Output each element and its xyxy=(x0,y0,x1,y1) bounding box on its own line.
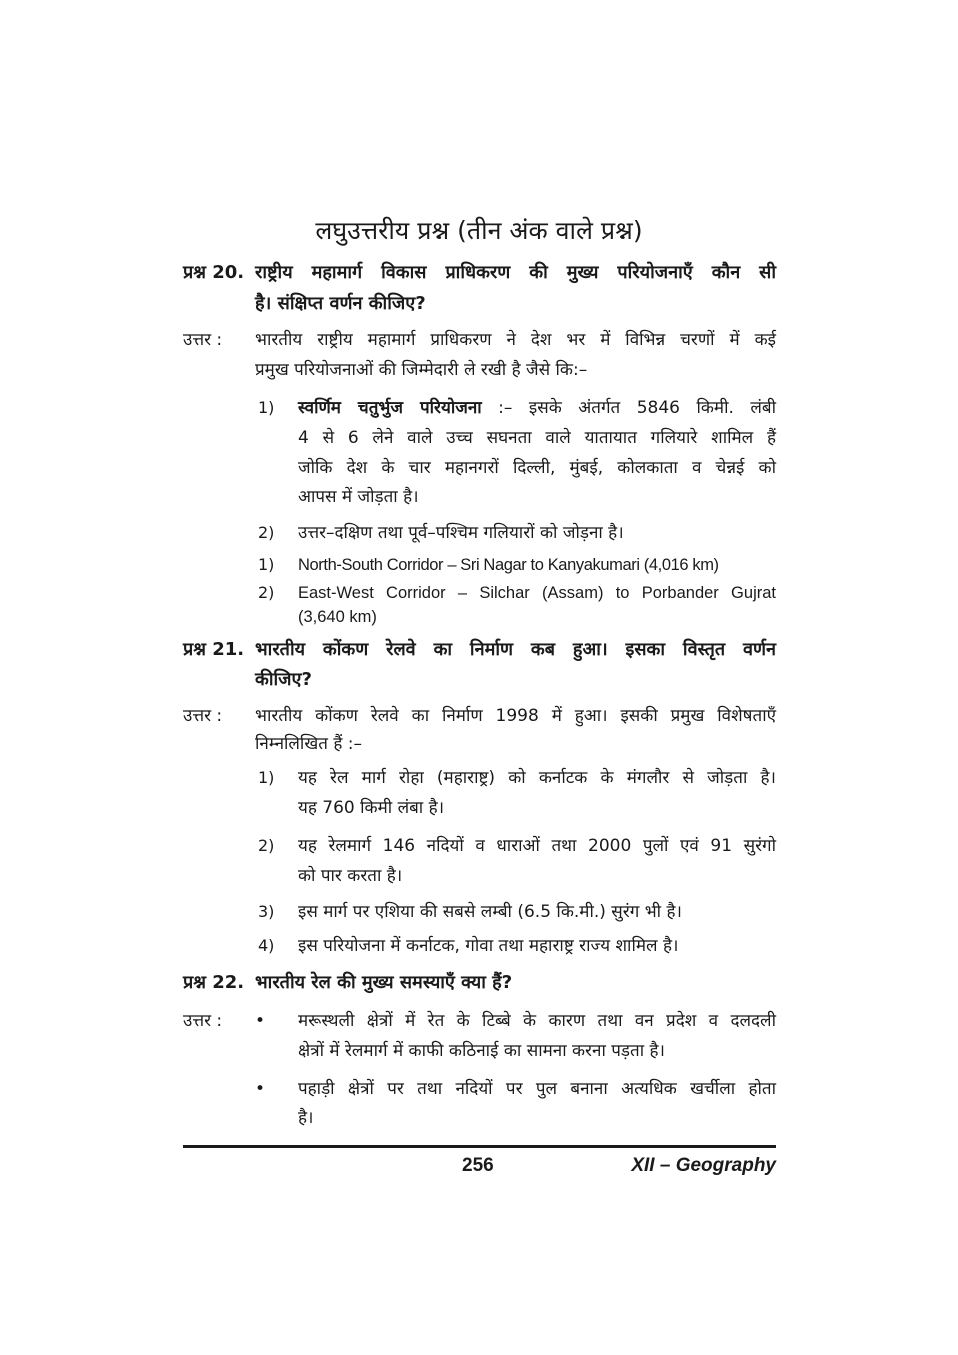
list-item-line: को पार करता है। xyxy=(298,866,403,886)
page-number: 256 xyxy=(462,1155,494,1176)
bullet-line: मरूस्थली क्षेत्रों में रेत के टिब्बे के कारण तथा वन प्रदेश व दलदली xyxy=(298,1011,776,1031)
golden-quadrilateral-title: स्वर्णिम चतुर्भुज परियोजना xyxy=(298,398,482,418)
bullet-line: पहाड़ी क्षेत्रों पर तथा नदियों पर पुल बनाना अत्यधिक खर्चीला होता xyxy=(298,1079,776,1099)
list-number: 4) xyxy=(258,936,275,955)
q22-prefix: प्रश्न 22. xyxy=(183,972,245,993)
list-item-line: यह रेल मार्ग रोहा (महाराष्ट्र) को कर्नाटक के मंगलौर से जोड़ता है। xyxy=(298,768,776,788)
corridor-line: (3,640 km) xyxy=(298,608,377,626)
list-number: 2) xyxy=(258,523,275,542)
corridor-line: North-South Corridor – Sri Nagar to Kanyakumari (4,016 km) xyxy=(298,556,719,574)
list-item-line: जोकि देश के चार महानगरों दिल्ली, मुंबई, कोलकाता व चेन्नई को xyxy=(298,458,776,478)
answer-label: उत्तर : xyxy=(183,1011,223,1031)
list-number: 1) xyxy=(258,768,275,787)
q21-line2: कीजिए? xyxy=(255,669,312,690)
q20-prefix: प्रश्न 20. xyxy=(183,262,245,283)
list-item-line: इस मार्ग पर एशिया की सबसे लम्बी (6.5 कि.मी.) सुरंग भी है। xyxy=(298,902,682,922)
bullet-icon: • xyxy=(255,1079,266,1099)
list-item-line: यह 760 किमी लंबा है। xyxy=(298,798,445,818)
answer-label: उत्तर : xyxy=(183,706,223,726)
q21-answer-line2: निम्नलिखित हैं :– xyxy=(255,734,362,754)
footer-rule xyxy=(183,1145,776,1148)
list-number: 2) xyxy=(258,583,275,602)
q21-answer-line1: भारतीय कोंकण रेलवे का निर्माण 1998 में हुआ। इसकी प्रमुख विशेषताएँ xyxy=(255,706,776,726)
list-item-line: उत्तर–दक्षिण तथा पूर्व–पश्चिम गलियारों को जोड़ना है। xyxy=(298,523,624,543)
list-item-line: स्वर्णिम चतुर्भुज परियोजना :– इसके अंतर्गत 5846 किमी. लंबी xyxy=(298,398,776,418)
list-item-line: यह रेलमार्ग 146 नदियों व धाराओं तथा 2000 पुलों एवं 91 सुरंगो xyxy=(298,836,776,856)
q20-line1: राष्ट्रीय महामार्ग विकास प्राधिकरण की मुख्य परियोजनाएँ कौन सी xyxy=(255,262,776,283)
bullet-line: है। xyxy=(298,1108,314,1128)
q21-line1: भारतीय कोंकण रेलवे का निर्माण कब हुआ। इसका विस्तृत वर्णन xyxy=(255,639,776,660)
q20-answer-line1: भारतीय राष्ट्रीय महामार्ग प्राधिकरण ने देश भर में विभिन्न चरणों में कई xyxy=(255,330,776,350)
footer-subject: XII – Geography xyxy=(631,1155,776,1176)
bullet-line: क्षेत्रों में रेलमार्ग में काफी कठिनाई का सामना करना पड़ता है। xyxy=(298,1041,665,1061)
list-item-line: 4 से 6 लेने वाले उच्च सघनता वाले यातायात गलियारे शामिल हैं xyxy=(298,428,776,448)
list-number: 2) xyxy=(258,836,275,855)
list-item-line: आपस में जोड़ता है। xyxy=(298,487,419,507)
q20-answer-line2: प्रमुख परियोजनाओं की जिम्मेदारी ले रखी है जैसे कि:– xyxy=(255,360,588,380)
bullet-icon: • xyxy=(255,1011,266,1031)
list-number: 3) xyxy=(258,902,275,921)
corridor-line: East-West Corridor – Silchar (Assam) to Porbander Gujrat xyxy=(298,584,776,602)
q20-line2: है। संक्षिप्त वर्णन कीजिए? xyxy=(255,293,426,314)
q21-prefix: प्रश्न 21. xyxy=(183,639,245,660)
q22-line1: भारतीय रेल की मुख्य समस्याएँ क्या हैं? xyxy=(255,972,513,993)
answer-label: उत्तर : xyxy=(183,330,223,350)
list-item-line: इस परियोजना में कर्नाटक, गोवा तथा महाराष्ट्र राज्य शामिल है। xyxy=(298,936,679,956)
list-number: 1) xyxy=(258,398,275,417)
section-title: लघुउत्तरीय प्रश्न (तीन अंक वाले प्रश्न) xyxy=(315,216,643,245)
list-number: 1) xyxy=(258,555,275,574)
